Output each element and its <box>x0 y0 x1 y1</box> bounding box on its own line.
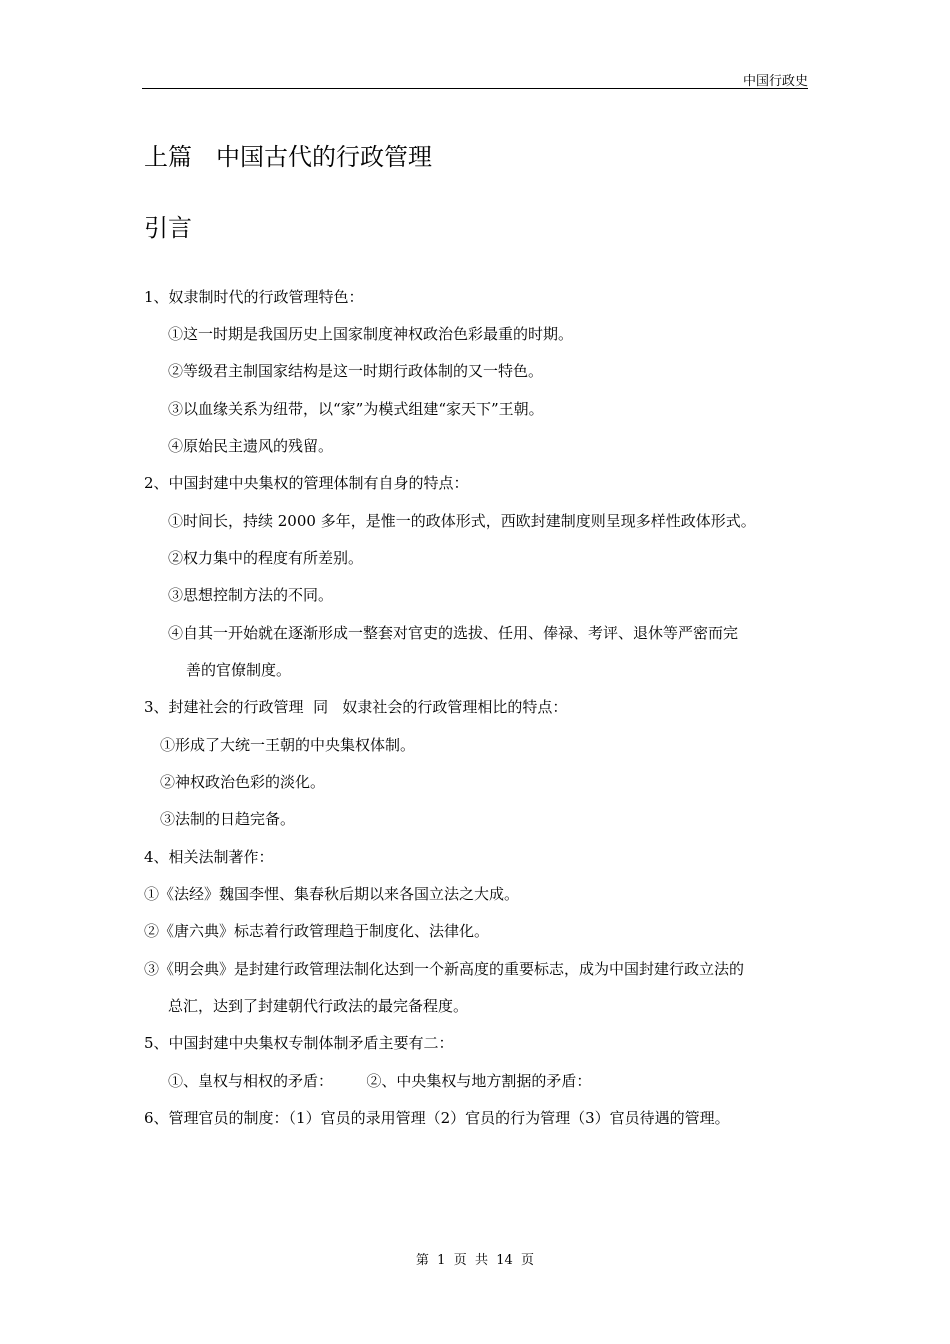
header-rule <box>142 88 808 89</box>
part-heading: 上篇 中国古代的行政管理 <box>144 143 432 171</box>
section-2-item-1: ①时间长，持续 2000 多年，是惟一的政体形式，西欧封建制度则呈现多样性政体形式。 <box>168 512 756 530</box>
section-1-title: 1、奴隶制时代的行政管理特色： <box>144 288 364 306</box>
section-5-items: ①、皇权与相权的矛盾： ②、中央集权与地方割据的矛盾： <box>168 1072 592 1090</box>
section-2-item-2: ②权力集中的程度有所差别。 <box>168 549 364 567</box>
section-4-item-1: ①《法经》魏国李悝、集春秋后期以来各国立法之大成。 <box>144 885 520 903</box>
section-1-item-2: ②等级君主制国家结构是这一时期行政体制的又一特色。 <box>168 362 544 380</box>
intro-heading: 引言 <box>144 214 192 242</box>
section-4-item-2: ②《唐六典》标志着行政管理趋于制度化、法律化。 <box>144 922 490 940</box>
section-3-item-3: ③法制的日趋完备。 <box>160 810 296 828</box>
section-3-item-1: ①形成了大统一王朝的中央集权体制。 <box>160 736 416 754</box>
section-6-title: 6、管理官员的制度：（1）官员的录用管理（2）官员的行为管理（3）官员待遇的管理。 <box>144 1109 730 1127</box>
section-1-item-4: ④原始民主遗风的残留。 <box>168 437 334 455</box>
section-3-item-2: ②神权政治色彩的淡化。 <box>160 773 326 791</box>
section-3-title: 3、封建社会的行政管理 同 奴隶社会的行政管理相比的特点： <box>144 698 568 716</box>
section-2-item-3: ③思想控制方法的不同。 <box>168 586 334 604</box>
section-1-item-1: ①这一时期是我国历史上国家制度神权政治色彩最重的时期。 <box>168 325 574 343</box>
section-1-item-3: ③以血缘关系为纽带，以“家”为模式组建“家天下”王朝。 <box>168 400 544 418</box>
section-5-title: 5、中国封建中央集权专制体制矛盾主要有二： <box>144 1034 454 1052</box>
page-footer: 第 1 页 共 14 页 <box>415 1253 535 1268</box>
section-2-item-4-cont: 善的官僚制度。 <box>186 661 292 679</box>
section-2-item-4: ④自其一开始就在逐渐形成一整套对官吏的选拔、任用、俸禄、考评、退休等严密而完 <box>168 624 739 642</box>
section-4-title: 4、相关法制著作： <box>144 848 274 866</box>
section-2-title: 2、中国封建中央集权的管理体制有自身的特点： <box>144 474 469 492</box>
running-header: 中国行政史 <box>742 74 808 89</box>
section-4-item-3-cont: 总汇，达到了封建朝代行政法的最完备程度。 <box>168 997 469 1015</box>
section-4-item-3: ③《明会典》是封建行政管理法制化达到一个新高度的重要标志，成为中国封建行政立法的 <box>144 960 745 978</box>
